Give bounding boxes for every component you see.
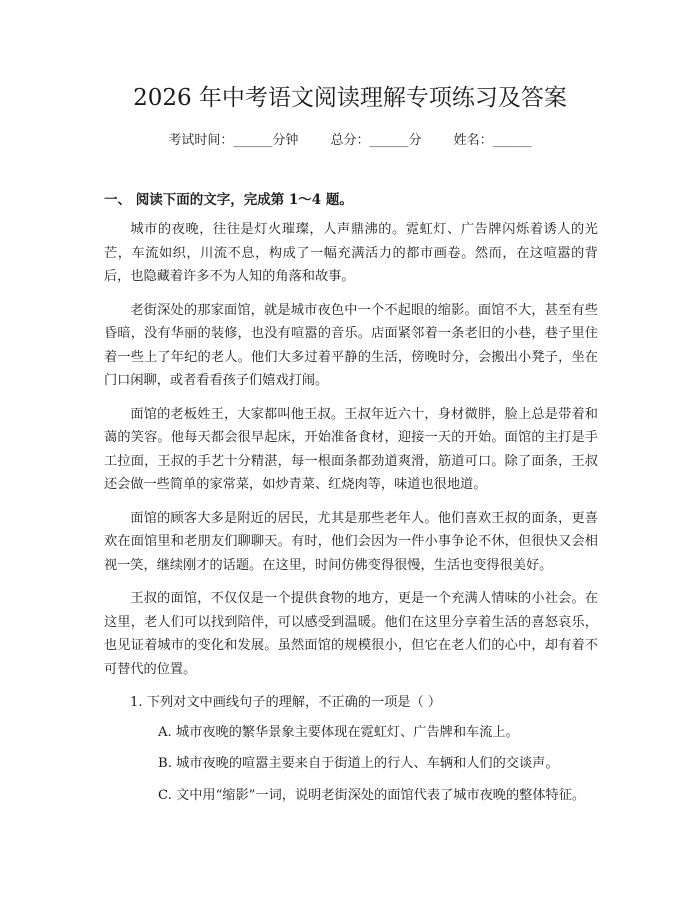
total-score-field: 总分：______分 xyxy=(330,133,422,148)
passage-paragraph-3: 面馆的老板姓王，大家都叫他王叔。王叔年近六十，身材微胖，脸上总是带着和蔼的笑容。他每天都会很早起床，开始准备食材，迎接一天的开始。面馆的主打是手工拉面，王叔的手艺十分精湛，每一根面条都劲道爽滑，筋道可口。除了面条，王叔还会做一些简单的家常菜，如炒青菜、红烧肉等，味道也很地道。 xyxy=(104,406,598,492)
passage-paragraph-5: 王叔的面馆，不仅仅是一个提供食物的地方，更是一个充满人情味的小社会。在这里，老人们可以找到陪伴，可以感受到温暖。他们在这里分享着生活的喜怒哀乐，也见证着城市的变化和发展。虽然面馆的规模很小，但它在老人们的心中，却有着不可替代的位置。 xyxy=(104,591,598,677)
question-1-option-c: C. 文中用“缩影”一词，说明老街深处的面馆代表了城市夜晚的整体特征。 xyxy=(158,787,586,803)
exam-time-field: 考试时间：______分钟 xyxy=(168,133,299,148)
passage-paragraph-2: 老街深处的那家面馆，就是城市夜色中一个不起眼的缩影。面馆不大，甚至有些昏暗，没有华丽的装修，也没有喧嚣的音乐。店面紧邻着一条老旧的小巷，巷子里住着一些上了年纪的老人。他们大多过着平静的生活，傍晚时分，会搬出小凳子，坐在门口闲聊，或者看看孩子们嬉戏打闹。 xyxy=(104,302,598,388)
question-1-option-b: B. 城市夜晚的喧嚣主要来自于街道上的行人、车辆和人们的交谈声。 xyxy=(158,756,559,771)
document-title: 2026 年中考语文阅读理解专项练习及答案 xyxy=(133,85,567,111)
passage-paragraph-4: 面馆的顾客大多是附近的居民，尤其是那些老年人。他们喜欢王叔的面条，更喜欢在面馆里和老朋友们聊聊天。有时，他们会因为一件小事争论不休，但很快又会相视一笑，继续刚才的话题。在这里，时间仿佛变得很慢，生活也变得很美好。 xyxy=(104,510,598,573)
passage-paragraph-1: 城市的夜晚，往往是灯火璀璨，人声鼎沸的。霓虹灯、广告牌闪烁着诱人的光芒，车流如织，川流不息，构成了一幅充满活力的都市画卷。然而，在这喧嚣的背后，也隐藏着许多不为人知的角落和故事。 xyxy=(104,222,598,284)
question-1-stem: 1. 下列对文中画线句子的理解，不正确的一项是（ ） xyxy=(130,695,442,710)
question-1-option-a: A. 城市夜晚的繁华景象主要体现在霓虹灯、广告牌和车流上。 xyxy=(158,724,519,740)
student-name-field: 姓名：______ xyxy=(453,133,532,148)
section-heading: 一、 阅读下面的文字，完成第 1～4 题。 xyxy=(104,192,353,208)
reading-passage xyxy=(104,218,598,815)
exam-info-line xyxy=(0,131,700,151)
